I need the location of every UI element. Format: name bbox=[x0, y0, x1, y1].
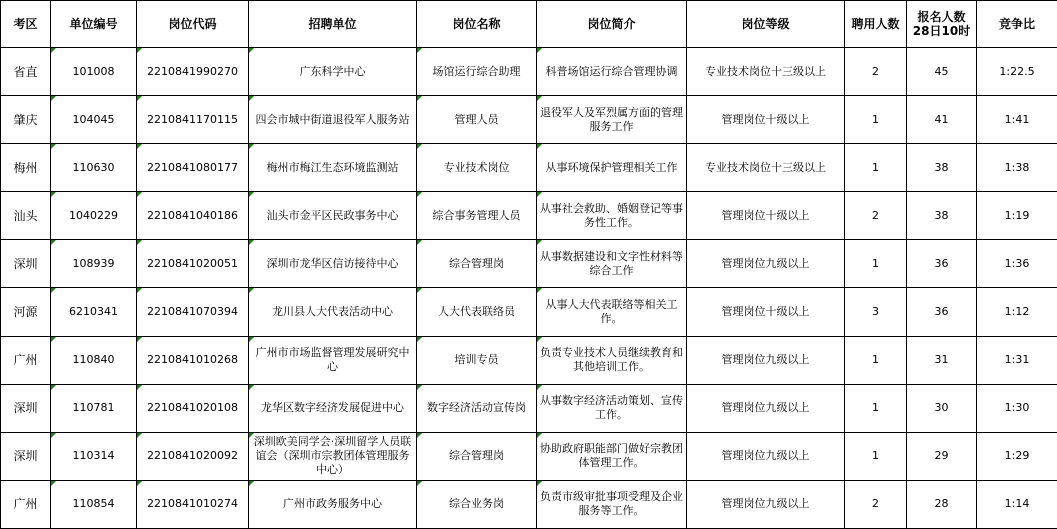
cell-employer: 梅州市梅江生态环境监测站 bbox=[249, 144, 417, 192]
cell-position-code: 2210841070394 bbox=[137, 288, 249, 336]
cell-employer: 深圳欧美同学会·深圳留学人员联谊会（深圳市宗教团体管理服务中心） bbox=[249, 432, 417, 480]
cell-applicants: 41 bbox=[907, 96, 977, 144]
cell-position-code: 2210841010274 bbox=[137, 480, 249, 528]
header-applicants bbox=[907, 1, 977, 48]
cell-hires: 3 bbox=[845, 288, 907, 336]
cell-employer: 广东科学中心 bbox=[249, 48, 417, 96]
cell-position-grade: 管理岗位十级以上 bbox=[687, 96, 845, 144]
cell-unit-id: 6210341 bbox=[51, 288, 137, 336]
cell-unit-id: 104045 bbox=[51, 96, 137, 144]
cell-exam-region: 广州 bbox=[1, 336, 51, 384]
cell-position-code: 2210841040186 bbox=[137, 192, 249, 240]
table-header bbox=[1, 1, 1057, 48]
cell-position-code: 2210841010268 bbox=[137, 336, 249, 384]
cell-competition-ratio: 1:38 bbox=[977, 144, 1057, 192]
cell-position-code: 2210841990270 bbox=[137, 48, 249, 96]
header-applicants-line1: 报名人数 bbox=[917, 10, 966, 24]
cell-unit-id: 110854 bbox=[51, 480, 137, 528]
cell-applicants: 38 bbox=[907, 192, 977, 240]
cell-hires: 2 bbox=[845, 48, 907, 96]
cell-position-name: 管理人员 bbox=[417, 96, 537, 144]
cell-position-grade: 管理岗位九级以上 bbox=[687, 240, 845, 288]
cell-position-name: 综合事务管理人员 bbox=[417, 192, 537, 240]
header-exam-region: 考区 bbox=[1, 1, 51, 48]
cell-position-name: 场馆运行综合助理 bbox=[417, 48, 537, 96]
cell-position-code: 2210841020051 bbox=[137, 240, 249, 288]
cell-unit-id: 110840 bbox=[51, 336, 137, 384]
cell-position-code: 2210841170115 bbox=[137, 96, 249, 144]
cell-applicants: 28 bbox=[907, 480, 977, 528]
cell-position-grade: 管理岗位九级以上 bbox=[687, 480, 845, 528]
cell-applicants: 36 bbox=[907, 240, 977, 288]
table-row bbox=[1, 192, 1057, 240]
cell-hires: 1 bbox=[845, 336, 907, 384]
cell-position-grade: 专业技术岗位十三级以上 bbox=[687, 144, 845, 192]
table-row bbox=[1, 432, 1057, 480]
cell-employer: 广州市市场监督管理发展研究中心 bbox=[249, 336, 417, 384]
header-competition-ratio: 竞争比 bbox=[977, 1, 1057, 48]
header-employer: 招聘单位 bbox=[249, 1, 417, 48]
cell-employer: 龙华区数字经济发展促进中心 bbox=[249, 384, 417, 432]
cell-exam-region: 肇庆 bbox=[1, 96, 51, 144]
cell-applicants: 30 bbox=[907, 384, 977, 432]
table-row bbox=[1, 240, 1057, 288]
cell-competition-ratio: 1:36 bbox=[977, 240, 1057, 288]
cell-position-summary: 从事数字经济活动策划、宣传工作。 bbox=[537, 384, 687, 432]
cell-unit-id: 108939 bbox=[51, 240, 137, 288]
cell-hires: 1 bbox=[845, 96, 907, 144]
cell-applicants: 29 bbox=[907, 432, 977, 480]
cell-position-name: 综合管理岗 bbox=[417, 432, 537, 480]
header-position-summary: 岗位简介 bbox=[537, 1, 687, 48]
cell-exam-region: 梅州 bbox=[1, 144, 51, 192]
cell-competition-ratio: 1:29 bbox=[977, 432, 1057, 480]
cell-competition-ratio: 1:12 bbox=[977, 288, 1057, 336]
cell-employer: 四会市城中街道退役军人服务站 bbox=[249, 96, 417, 144]
cell-applicants: 38 bbox=[907, 144, 977, 192]
cell-employer: 汕头市金平区民政事务中心 bbox=[249, 192, 417, 240]
cell-exam-region: 深圳 bbox=[1, 432, 51, 480]
cell-position-name: 培训专员 bbox=[417, 336, 537, 384]
table-row bbox=[1, 336, 1057, 384]
cell-unit-id: 110314 bbox=[51, 432, 137, 480]
cell-position-summary: 从事社会救助、婚姻登记等事务性工作。 bbox=[537, 192, 687, 240]
cell-exam-region: 河源 bbox=[1, 288, 51, 336]
cell-position-code: 2210841020092 bbox=[137, 432, 249, 480]
cell-position-name: 综合业务岗 bbox=[417, 480, 537, 528]
cell-position-summary: 退役军人及军烈属方面的管理服务工作 bbox=[537, 96, 687, 144]
header-unit-id: 单位编号 bbox=[51, 1, 137, 48]
table-row bbox=[1, 96, 1057, 144]
header-row bbox=[1, 1, 1057, 48]
cell-employer: 深圳市龙华区信访接待中心 bbox=[249, 240, 417, 288]
cell-position-name: 专业技术岗位 bbox=[417, 144, 537, 192]
cell-position-grade: 管理岗位九级以上 bbox=[687, 384, 845, 432]
cell-applicants: 36 bbox=[907, 288, 977, 336]
cell-position-summary: 科普场馆运行综合管理协调 bbox=[537, 48, 687, 96]
table-body bbox=[1, 48, 1057, 529]
header-position-grade: 岗位等级 bbox=[687, 1, 845, 48]
cell-position-summary: 负责专业技术人员继续教育和其他培训工作。 bbox=[537, 336, 687, 384]
cell-position-summary: 协助政府职能部门做好宗教团体管理工作。 bbox=[537, 432, 687, 480]
cell-hires: 1 bbox=[845, 240, 907, 288]
cell-competition-ratio: 1:31 bbox=[977, 336, 1057, 384]
cell-competition-ratio: 1:30 bbox=[977, 384, 1057, 432]
cell-hires: 2 bbox=[845, 480, 907, 528]
cell-position-grade: 专业技术岗位十三级以上 bbox=[687, 48, 845, 96]
cell-position-grade: 管理岗位十级以上 bbox=[687, 192, 845, 240]
cell-employer: 广州市政务服务中心 bbox=[249, 480, 417, 528]
cell-position-code: 2210841080177 bbox=[137, 144, 249, 192]
cell-employer: 龙川县人大代表活动中心 bbox=[249, 288, 417, 336]
cell-applicants: 31 bbox=[907, 336, 977, 384]
header-hires: 聘用人数 bbox=[845, 1, 907, 48]
cell-position-name: 数字经济活动宣传岗 bbox=[417, 384, 537, 432]
cell-unit-id: 101008 bbox=[51, 48, 137, 96]
cell-position-name: 人大代表联络员 bbox=[417, 288, 537, 336]
cell-hires: 1 bbox=[845, 144, 907, 192]
cell-competition-ratio: 1:41 bbox=[977, 96, 1057, 144]
table-row bbox=[1, 48, 1057, 96]
cell-position-summary: 从事环境保护管理相关工作 bbox=[537, 144, 687, 192]
cell-unit-id: 110781 bbox=[51, 384, 137, 432]
cell-exam-region: 深圳 bbox=[1, 384, 51, 432]
cell-hires: 1 bbox=[845, 432, 907, 480]
cell-exam-region: 广州 bbox=[1, 480, 51, 528]
cell-unit-id: 110630 bbox=[51, 144, 137, 192]
table-row bbox=[1, 480, 1057, 528]
cell-unit-id: 1040229 bbox=[51, 192, 137, 240]
cell-hires: 1 bbox=[845, 384, 907, 432]
cell-position-grade: 管理岗位九级以上 bbox=[687, 432, 845, 480]
table-row bbox=[1, 144, 1057, 192]
cell-position-summary: 负责市级审批事项受理及企业服务等工作。 bbox=[537, 480, 687, 528]
cell-position-grade: 管理岗位九级以上 bbox=[687, 336, 845, 384]
cell-applicants: 45 bbox=[907, 48, 977, 96]
cell-competition-ratio: 1:19 bbox=[977, 192, 1057, 240]
cell-exam-region: 省直 bbox=[1, 48, 51, 96]
cell-competition-ratio: 1:22.5 bbox=[977, 48, 1057, 96]
table-row bbox=[1, 384, 1057, 432]
cell-position-name: 综合管理岗 bbox=[417, 240, 537, 288]
cell-exam-region: 深圳 bbox=[1, 240, 51, 288]
header-applicants-line2: 28日10时 bbox=[912, 24, 971, 38]
cell-position-grade: 管理岗位十级以上 bbox=[687, 288, 845, 336]
header-position-code: 岗位代码 bbox=[137, 1, 249, 48]
cell-competition-ratio: 1:14 bbox=[977, 480, 1057, 528]
cell-hires: 2 bbox=[845, 192, 907, 240]
cell-position-code: 2210841020108 bbox=[137, 384, 249, 432]
cell-exam-region: 汕头 bbox=[1, 192, 51, 240]
table-row bbox=[1, 288, 1057, 336]
header-position-name: 岗位名称 bbox=[417, 1, 537, 48]
cell-position-summary: 从事数据建设和文字性材料等综合工作 bbox=[537, 240, 687, 288]
cell-position-summary: 从事人大代表联络等相关工作。 bbox=[537, 288, 687, 336]
